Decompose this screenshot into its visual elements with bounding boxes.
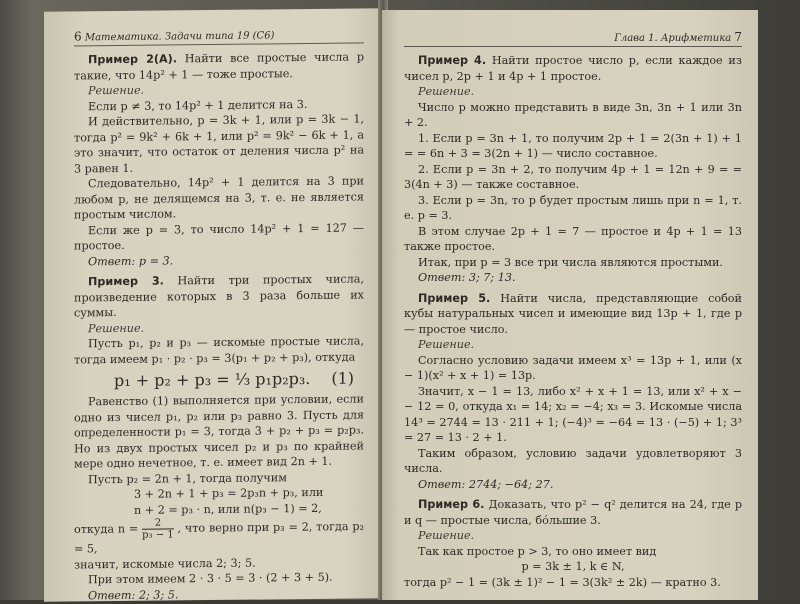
example-5-title: Пример 5.	[418, 291, 491, 305]
text-line: Согласно условию задачи имеем x³ = 13p + 1, или (x − 1)(x² + x + 1) = 13p.	[404, 353, 742, 382]
text-line: значит, искомые числа 2; 3; 5.	[74, 556, 256, 571]
right-page	[382, 10, 758, 600]
text-line: Так как простое p > 3, то оно имеет вид	[418, 544, 657, 558]
example-3-text: Найти три простых числа, произведение которых в 3 раза больше их суммы.	[74, 272, 364, 320]
answer-4: Ответ: 3; 7; 13.	[418, 271, 516, 284]
equation-2: 3 + 2n + 1 + p₃ = 2p₃n + p₃, или	[134, 485, 324, 501]
solution-heading: Решение.	[418, 338, 475, 351]
text-line: Следовательно, 14p² + 1 делится на 3 при любом p, не делящемся на 3, т. е. не является простым числом.	[74, 174, 364, 222]
example-5-text: Найти числа, представляющие собой кубы натуральных чисел и имеющие вид 13p + 1, где p — простое число.	[404, 291, 742, 336]
text-fragment: откуда	[74, 522, 115, 536]
right-running-header	[404, 30, 742, 47]
text-line: Пусть p₂ = 2n + 1, тогда получим	[88, 470, 287, 486]
example-6-title: Пример 6.	[418, 498, 485, 511]
equation-4: p = 3k ± 1, k ∈ N,	[521, 560, 625, 573]
solution-heading: Решение.	[88, 83, 145, 98]
text-line: Таким образом, условию задачи удовлетворяют 3 числа.	[404, 446, 742, 475]
fraction-lhs: n =	[117, 522, 139, 536]
equation-3: n + 2 = p₃ · n, или n(p₃ − 1) = 2,	[134, 501, 322, 517]
answer-3: Ответ: 2; 3; 5.	[88, 587, 179, 602]
fraction-line	[74, 515, 364, 557]
left-header-title: Математика. Задачи типа 19 (С6)	[84, 30, 275, 44]
solution-heading: Решение.	[418, 85, 475, 98]
text-line: Число p можно представить в виде 3n, 3n + 1 или 3n + 2.	[404, 100, 742, 129]
left-page-number: 6	[74, 29, 82, 44]
text-line: Если p ≠ 3, то 14p² + 1 делится на 3.	[88, 97, 308, 113]
solution-heading: Решение.	[418, 529, 475, 542]
text-line: 2. Если p = 3n + 2, то получим 4p + 1 = 12n + 9 = = 3(4n + 3) — также составное.	[404, 162, 742, 191]
text-line: тогда p² − 1 = (3k ± 1)² − 1 = 3(3k² ± 2k) — кратно 3.	[404, 575, 721, 589]
text-line: В этом случае 2p + 1 = 7 — простое и 4p + 1 = 13 также простое.	[404, 224, 742, 253]
solution-heading: Решение.	[88, 321, 145, 335]
fraction	[142, 517, 174, 540]
answer-2: Ответ: p = 3.	[88, 253, 174, 268]
answer-5: Ответ: 2744; −64; 27.	[418, 477, 554, 491]
equation-1-body: p₁ + p₂ + p₃ = ⅓ p₁p₂p₃.	[114, 368, 311, 391]
text-line: Равенство (1) выполняется при условии, если одно из чисел p₁, p₂ или p₃ равно 3. Пусть для определенности p₁ = 3, тогда 3 + p₂ + p₃ = p₂p₃. Но из двух простых чисел p₂ и p₃ по крайней мере одно нечетное, т. е. имеет вид 2n + 1.	[74, 392, 364, 471]
example-4-title: Пример 4.	[418, 54, 487, 67]
example-4-text: Найти простое число p, если каждое из чисел p, 2p + 1 и 4p + 1 простое.	[404, 54, 742, 83]
text-line: При этом имеем 2 · 3 · 5 = 3 · (2 + 3 + 5).	[88, 570, 333, 587]
equation-1-number: (1)	[331, 368, 354, 388]
right-page-number: 7	[734, 30, 742, 44]
text-fragment: , что верно при p₃ = 2, тогда p₂ = 5,	[74, 519, 364, 556]
text-line: Итак, при p = 3 все три числа являются простыми.	[418, 255, 723, 269]
text-line: И действительно, p = 3k + 1, или p = 3k − 1, тогда p² = 9k² + 6k + 1, или p² = 9k² − 6k + 1, а это значит, что остаток от деления числа p² на 3 равен 1.	[74, 112, 364, 175]
example-2-title: Пример 2(А).	[88, 52, 177, 67]
left-running-header	[74, 26, 364, 46]
example-3-title: Пример 3.	[88, 274, 164, 289]
example-2-text: Найти все простые числа p такие, что 14p² + 1 — тоже простые.	[74, 50, 365, 82]
example-6-text: Доказать, что p² − q² делится на 24, где p и q — простые числа, бо́льшие 3.	[404, 498, 742, 527]
text-line: 1. Если p = 3n + 1, то получим 2p + 1 = 2(3n + 1) + 1 = = 6n + 3 = 3(2n + 1) — число составное.	[404, 131, 742, 160]
text-line: Пусть p₁, p₂ и p₃ — искомые простые числа, тогда имеем p₁ · p₂ · p₃ = 3(p₁ + p₂ + p₃), откуда	[74, 334, 364, 366]
left-page	[44, 8, 382, 602]
text-line: Значит, x − 1 = 13, либо x² + x + 1 = 13, или x² + x − − 12 = 0, откуда x₁ = 14; x₂ = −4; x₃ = 3. Искомые числа 14³ = 2744 = 13 · 211 + 1; (−4)³ = −64 = 13 · (−5) + 1; 3³ = 27 = 13 · 2 + 1.	[404, 384, 742, 444]
equation-1	[74, 364, 364, 394]
text-line: 3. Если p = 3n, то p будет простым лишь при n = 1, т. е. p = 3.	[404, 193, 742, 222]
right-header-title: Глава 1. Арифметика	[614, 33, 732, 44]
fraction-numerator: 2	[154, 517, 162, 529]
text-line: Если же p = 3, то число 14p² + 1 = 127 — простое.	[74, 220, 364, 253]
fraction-denominator: p₃ − 1	[142, 529, 174, 541]
